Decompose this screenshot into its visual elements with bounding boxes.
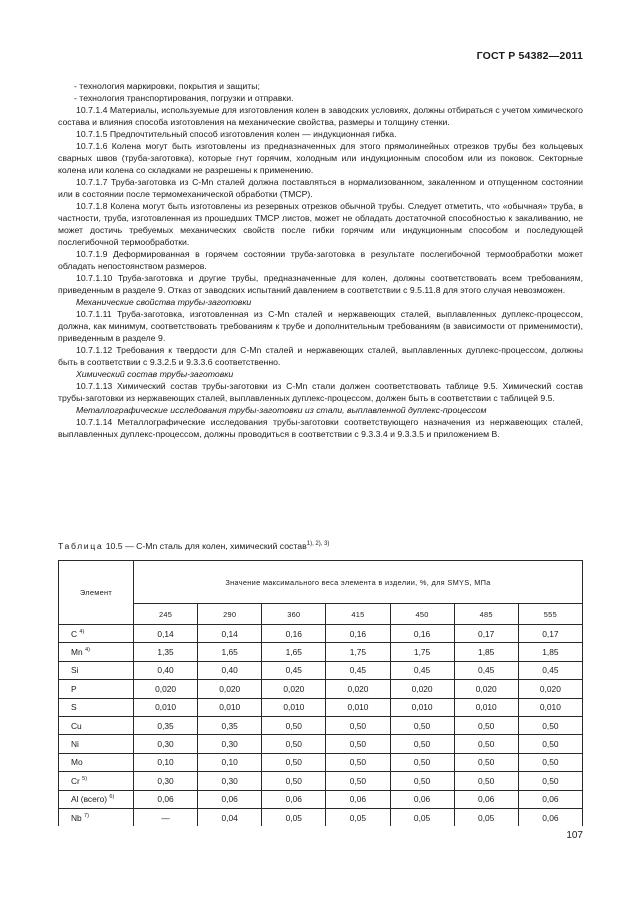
element-cell [59, 680, 134, 698]
value-cell: 0,020 [262, 680, 326, 698]
element-cell [59, 772, 134, 790]
value-cell: 0,30 [134, 735, 198, 753]
value-cell: 0,40 [198, 661, 262, 679]
value-cell: 0,35 [198, 716, 262, 734]
grade-header-485: 485 [454, 604, 518, 625]
value-cell: 1,85 [454, 643, 518, 661]
value-cell: 0,50 [390, 735, 454, 753]
subsection-heading: Механические свойства трубы-заготовки [76, 297, 252, 307]
paragraph: 10.7.1.4 Материалы, используемые для изготовления колен в заводских условиях, должны отбираться с учетом химического состава и влияния способа изготовления на механические свойства, размеры и толщину стенки. [58, 105, 583, 127]
value-cell: 0,010 [262, 698, 326, 716]
value-cell: 0,10 [134, 753, 198, 771]
element-name: C [71, 628, 78, 639]
value-cell: 0,50 [454, 716, 518, 734]
element-footnote-ref: 5) [82, 776, 88, 783]
paragraph: 10.7.1.14 Металлографические исследования трубы-заготовки соответствующего назначения из нержавеющих сталей, выплавленных дуплекс-процессом, должны проводиться в соответствии с 9.3.3.4 и 9.3.3.5 и приложением В. [58, 417, 583, 439]
value-cell: 1,85 [518, 643, 582, 661]
table-row [59, 808, 583, 826]
paragraph: 10.7.1.5 Предпочтительный способ изготовления колен — индукционная гибка. [76, 129, 397, 139]
value-cell: 1,65 [198, 643, 262, 661]
table-caption-word: Таблица [58, 541, 104, 551]
document-body [58, 80, 583, 440]
value-cell: 0,35 [134, 716, 198, 734]
value-cell: 0,50 [262, 753, 326, 771]
paragraph: - технология транспортирования, погрузки и отправки. [74, 93, 294, 103]
value-cell: 0,06 [390, 790, 454, 808]
value-cell: 0,50 [326, 716, 390, 734]
value-cell: 0,16 [326, 625, 390, 643]
table-row [59, 680, 583, 698]
value-cell: 0,05 [326, 808, 390, 826]
subsection-heading: Металлографические исследования трубы-заготовки из стали, выплавленной дуплекс-процессом [76, 405, 487, 415]
element-footnote-ref: 4) [79, 628, 85, 635]
value-cell: 0,04 [198, 808, 262, 826]
element-cell [59, 643, 134, 661]
table-row [59, 772, 583, 790]
element-name: Mn [71, 647, 83, 658]
value-cell: 0,50 [326, 753, 390, 771]
element-cell [59, 735, 134, 753]
element-cell [59, 808, 134, 826]
table-row [59, 716, 583, 734]
value-cell: 0,06 [518, 790, 582, 808]
element-name: Cr [71, 775, 80, 786]
paragraph: 10.7.1.9 Деформированная в горячем состоянии труба-заготовка в результате послегибочной термообработки может обладать непостоянством размеров. [58, 249, 583, 271]
table-row [59, 753, 583, 771]
element-name: S [71, 702, 77, 713]
value-cell: 0,020 [454, 680, 518, 698]
paragraph: 10.7.1.7 Труба-заготовка из C-Mn сталей должна поставляться в нормализованном, закаленном и отпущенном состоянии или в состоянии после термомеханической обработки (TMCP). [58, 177, 583, 199]
element-footnote-ref: 6) [109, 794, 115, 801]
value-cell: 0,020 [134, 680, 198, 698]
value-cell: 0,40 [134, 661, 198, 679]
value-cell: 0,50 [390, 716, 454, 734]
value-cell: 0,05 [390, 808, 454, 826]
paragraph: - технология маркировки, покрытия и защиты; [74, 81, 260, 91]
element-name: Nb [71, 812, 82, 823]
element-name: Ni [71, 739, 79, 750]
value-cell: 0,50 [454, 735, 518, 753]
value-cell: 0,50 [454, 753, 518, 771]
value-cell: 1,65 [262, 643, 326, 661]
paragraph: 10.7.1.10 Труба-заготовка и другие трубы, предназначенные для колен, должны соответствовать всем требованиям, приведенным в разделе 9. Отказ от заводских испытаний давлением в соответствии с 9.5.11.8 для этого случая невозможен. [58, 273, 583, 295]
value-cell: — [134, 808, 198, 826]
value-cell: 0,010 [134, 698, 198, 716]
value-cell: 0,020 [518, 680, 582, 698]
element-cell [59, 625, 134, 643]
element-cell [59, 661, 134, 679]
table-row [59, 790, 583, 808]
paragraph: 10.7.1.13 Химический состав трубы-заготовки из C-Mn стали должен соответствовать таблице 9.5. Химический состав трубы-заготовки из нержавеющих сталей, выплавленных дуплекс-процессом, должен быть в соответствии с таблицей 9.5. [58, 381, 583, 403]
value-cell: 0,50 [262, 716, 326, 734]
value-cell: 0,50 [390, 772, 454, 790]
grade-header-360: 360 [262, 604, 326, 625]
value-cell: 0,06 [198, 790, 262, 808]
table-caption [58, 541, 329, 551]
grade-header-row [59, 604, 583, 625]
table-caption-title: 10.5 — C-Mn сталь для колен, химический состав [105, 541, 307, 551]
value-cell: 0,16 [262, 625, 326, 643]
value-cell: 1,35 [134, 643, 198, 661]
value-cell: 0,45 [518, 661, 582, 679]
element-name: Al (всего) [71, 794, 108, 805]
value-cell: 0,30 [198, 772, 262, 790]
value-cell: 0,16 [390, 625, 454, 643]
paragraph: 10.7.1.8 Колена могут быть изготовлены из резервных отрезков обычной трубы. Следует отметить, что «обычная» труба, в частности, труба, изготовленная из прошедших TMCP листов, может не обладать достаточной способностью к закаливанию, не может достичь требуемых механических свойств после гибки горячим или индукционным способом и последующей послегибочной термообработки. [58, 201, 583, 247]
value-cell: 0,17 [454, 625, 518, 643]
value-cell: 0,06 [326, 790, 390, 808]
chemical-composition-table [58, 560, 583, 826]
element-name: P [71, 683, 77, 694]
element-name: Si [71, 665, 79, 676]
value-cell: 1,75 [390, 643, 454, 661]
value-cell: 0,14 [134, 625, 198, 643]
table-row [59, 625, 583, 643]
element-cell [59, 698, 134, 716]
value-cell: 0,010 [518, 698, 582, 716]
value-cell: 0,50 [326, 772, 390, 790]
value-cell: 0,50 [262, 772, 326, 790]
table-row [59, 735, 583, 753]
value-cell: 0,010 [390, 698, 454, 716]
grade-header-450: 450 [390, 604, 454, 625]
value-cell: 0,06 [262, 790, 326, 808]
table-row [59, 643, 583, 661]
table-body [59, 625, 583, 827]
value-cell: 0,50 [518, 716, 582, 734]
value-cell: 0,17 [518, 625, 582, 643]
element-footnote-ref: 7) [84, 812, 90, 819]
subsection-heading: Химический состав трубы-заготовки [76, 369, 234, 379]
grade-header-245: 245 [134, 604, 198, 625]
table-row [59, 698, 583, 716]
value-cell: 0,45 [390, 661, 454, 679]
paragraph: 10.7.1.12 Требования к твердости для C-Mn сталей и нержавеющих сталей, выплавленных дуплекс-процессом, должны быть в соответствии с 9.3.2.5 и 9.3.3.6 соответственно. [58, 345, 583, 367]
value-cell: 0,50 [518, 772, 582, 790]
value-cell: 0,45 [326, 661, 390, 679]
standard-header: ГОСТ Р 54382—2011 [476, 50, 583, 62]
value-cell: 0,10 [198, 753, 262, 771]
table-row [59, 661, 583, 679]
value-cell: 0,020 [326, 680, 390, 698]
value-cell: 0,020 [198, 680, 262, 698]
paragraph: 10.7.1.11 Труба-заготовка, изготовленная из C-Mn сталей и нержавеющих сталей, выплавленных дуплекс-процессом, должна, как минимум, соответствовать требованиям к трубе и дополнительным требованиям (в зависимости от применимости), приведенным в разделе 9. [58, 309, 583, 343]
value-cell: 0,010 [454, 698, 518, 716]
value-cell: 0,14 [198, 625, 262, 643]
value-cell: 0,50 [326, 735, 390, 753]
element-cell [59, 790, 134, 808]
grade-header-555: 555 [518, 604, 582, 625]
value-cell: 0,020 [390, 680, 454, 698]
value-cell: 0,50 [390, 753, 454, 771]
value-cell: 0,30 [134, 772, 198, 790]
value-cell: 0,45 [454, 661, 518, 679]
column-header-element: Элемент [59, 561, 134, 625]
element-cell [59, 753, 134, 771]
value-cell: 0,06 [518, 808, 582, 826]
value-cell: 0,50 [262, 735, 326, 753]
element-cell [59, 716, 134, 734]
page-number: 107 [566, 830, 583, 841]
table-caption-notes: 1), 2), 3) [306, 541, 330, 548]
column-header-max-weight: Значение максимального веса элемента в изделии, %, для SMYS, МПа [134, 561, 583, 604]
value-cell: 0,06 [454, 790, 518, 808]
value-cell: 0,010 [326, 698, 390, 716]
grade-header-415: 415 [326, 604, 390, 625]
value-cell: 0,50 [518, 753, 582, 771]
element-footnote-ref: 4) [84, 647, 90, 654]
element-name: Cu [71, 720, 82, 731]
value-cell: 0,30 [198, 735, 262, 753]
value-cell: 1,75 [326, 643, 390, 661]
value-cell: 0,50 [454, 772, 518, 790]
value-cell: 0,05 [262, 808, 326, 826]
grade-header-290: 290 [198, 604, 262, 625]
value-cell: 0,45 [262, 661, 326, 679]
paragraph: 10.7.1.6 Колена могут быть изготовлены из предназначенных для этого прямолинейных отрезков трубы без кольцевых сварных швов (труба-заготовка), которые гнут горячим, холодным или индукционным способом или из поковок. Секторные колена или колена со складками не разрешены к применению. [58, 141, 583, 175]
element-name: Mo [71, 757, 83, 768]
value-cell: 0,06 [134, 790, 198, 808]
value-cell: 0,05 [454, 808, 518, 826]
value-cell: 0,010 [198, 698, 262, 716]
value-cell: 0,50 [518, 735, 582, 753]
